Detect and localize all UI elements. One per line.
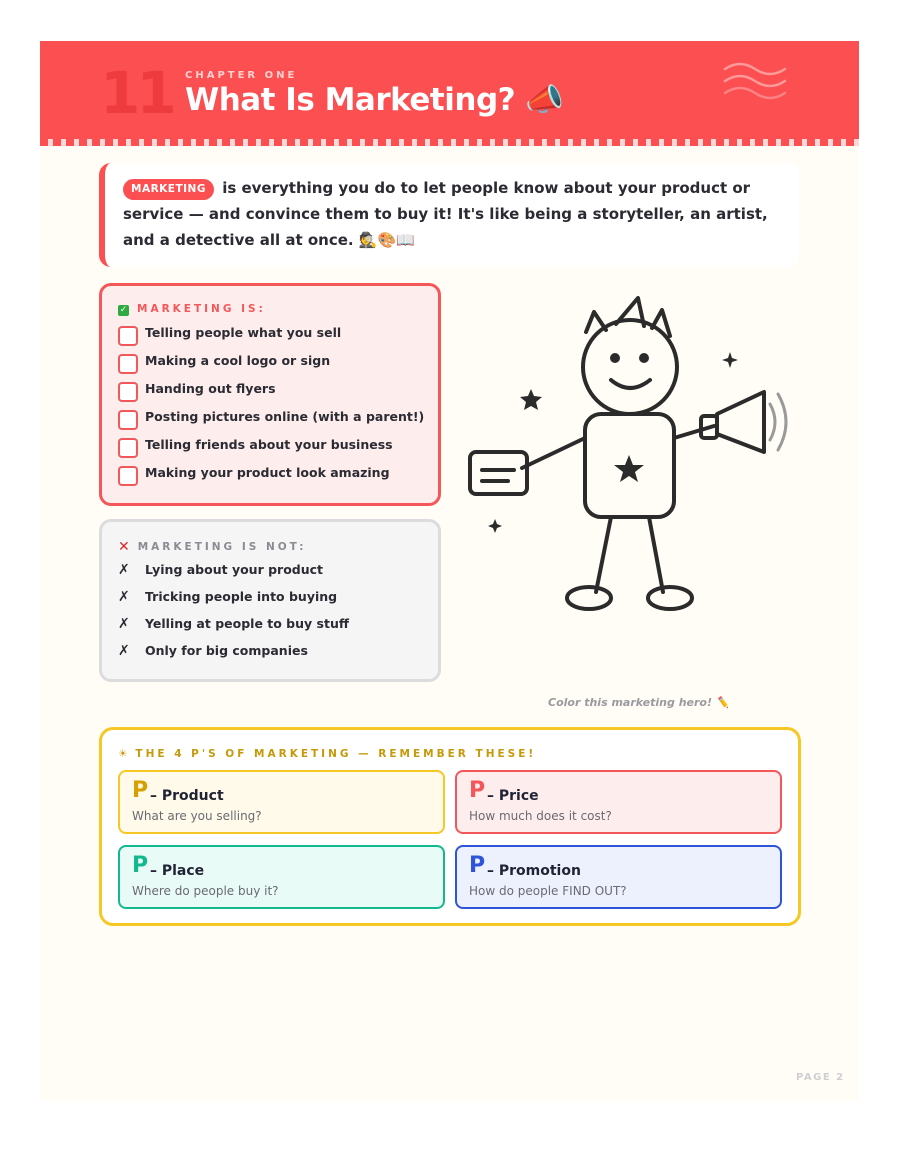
p-description: How do people FIND OUT? <box>469 884 627 898</box>
not-list-item-label: Yelling at people to buy stuff <box>145 616 349 631</box>
p-letter: P <box>469 778 486 803</box>
not-list-item-label: Lying about your product <box>145 562 324 577</box>
checkbox[interactable] <box>118 326 138 346</box>
hero-left-foot <box>567 587 611 609</box>
sun-icon: ☀ <box>118 748 128 760</box>
marketing-is-not-heading: ✕ MARKETING IS NOT: <box>118 539 307 555</box>
hero-right-leg <box>649 517 663 592</box>
p-letter: P <box>132 778 149 803</box>
p-card-product <box>118 770 445 834</box>
marketing-is-not-box <box>99 519 441 682</box>
x-mark-icon: ✕ <box>118 539 130 555</box>
intro-callout <box>99 163 799 267</box>
p-card-place <box>118 845 445 909</box>
checkbox[interactable] <box>118 382 138 402</box>
marketing-is-box <box>99 283 441 506</box>
cross-mark-icon: ✗ <box>118 562 130 578</box>
page-title: What Is Marketing? 📣 <box>185 82 564 118</box>
chapter-banner <box>40 41 859 139</box>
checklist-item-label: Posting pictures online (with a parent!) <box>145 409 425 424</box>
star-icon <box>520 389 542 410</box>
cross-mark-icon: ✗ <box>118 616 130 632</box>
illustration-caption: Color this marketing hero! ✏️ <box>548 696 730 709</box>
p-name: – Product <box>150 788 224 804</box>
megaphone-icon <box>717 392 764 452</box>
checkbox[interactable] <box>118 466 138 486</box>
cross-mark-icon: ✗ <box>118 643 130 659</box>
checkbox[interactable] <box>118 354 138 374</box>
four-ps-box <box>99 727 801 926</box>
checklist-item-label: Making your product look amazing <box>145 465 390 480</box>
wave-decoration-icon <box>723 61 789 101</box>
p-card-promotion <box>455 845 782 909</box>
hero-right-foot <box>648 587 692 609</box>
p-card-price <box>455 770 782 834</box>
p-name: – Place <box>150 863 205 879</box>
p-description: How much does it cost? <box>469 809 612 823</box>
intro-text <box>123 175 793 253</box>
flyer-icon <box>470 452 527 494</box>
hero-head <box>583 320 677 414</box>
star-icon <box>614 455 644 482</box>
sparkle-icon <box>722 352 738 368</box>
p-letter: P <box>132 853 149 878</box>
page-number: PAGE 2 <box>796 1072 845 1083</box>
marketing-is-heading: ✓ MARKETING IS: <box>119 303 266 315</box>
banner-scalloped-edge <box>40 139 859 146</box>
p-letter: P <box>469 853 486 878</box>
checklist-item-label: Telling friends about your business <box>145 437 393 452</box>
p-name: – Price <box>487 788 539 804</box>
checkbox[interactable] <box>118 410 138 430</box>
checklist-item-label: Making a cool logo or sign <box>145 353 331 368</box>
chapter-label: CHAPTER ONE <box>185 70 298 81</box>
checklist-item-label: Telling people what you sell <box>145 325 342 340</box>
p-description: What are you selling? <box>132 809 262 823</box>
sparkle-icon <box>488 519 502 533</box>
marketing-pill: MARKETING <box>123 179 214 200</box>
cross-mark-icon: ✗ <box>118 589 130 605</box>
hero-left-arm <box>522 438 585 468</box>
not-list-item-label: Only for big companies <box>145 643 308 658</box>
checkbox[interactable] <box>118 438 138 458</box>
checklist-item-label: Handing out flyers <box>145 381 276 396</box>
chapter-number: 11 <box>100 59 173 127</box>
hero-left-leg <box>596 517 611 592</box>
p-name: – Promotion <box>487 863 581 879</box>
not-list-item-label: Tricking people into buying <box>145 589 338 604</box>
intro-definition: is everything you do to let people know about your product or service — and convince them to buy it! It's like being a storyteller, an artist, and a detective all at once. 🕵️🎨📖 <box>123 179 768 249</box>
marketing-hero-illustration <box>466 292 796 622</box>
p-description: Where do people buy it? <box>132 884 279 898</box>
checkmark-icon: ✓ <box>119 305 128 315</box>
four-ps-heading: ☀ THE 4 P'S OF MARKETING — REMEMBER THESE! <box>118 748 537 760</box>
